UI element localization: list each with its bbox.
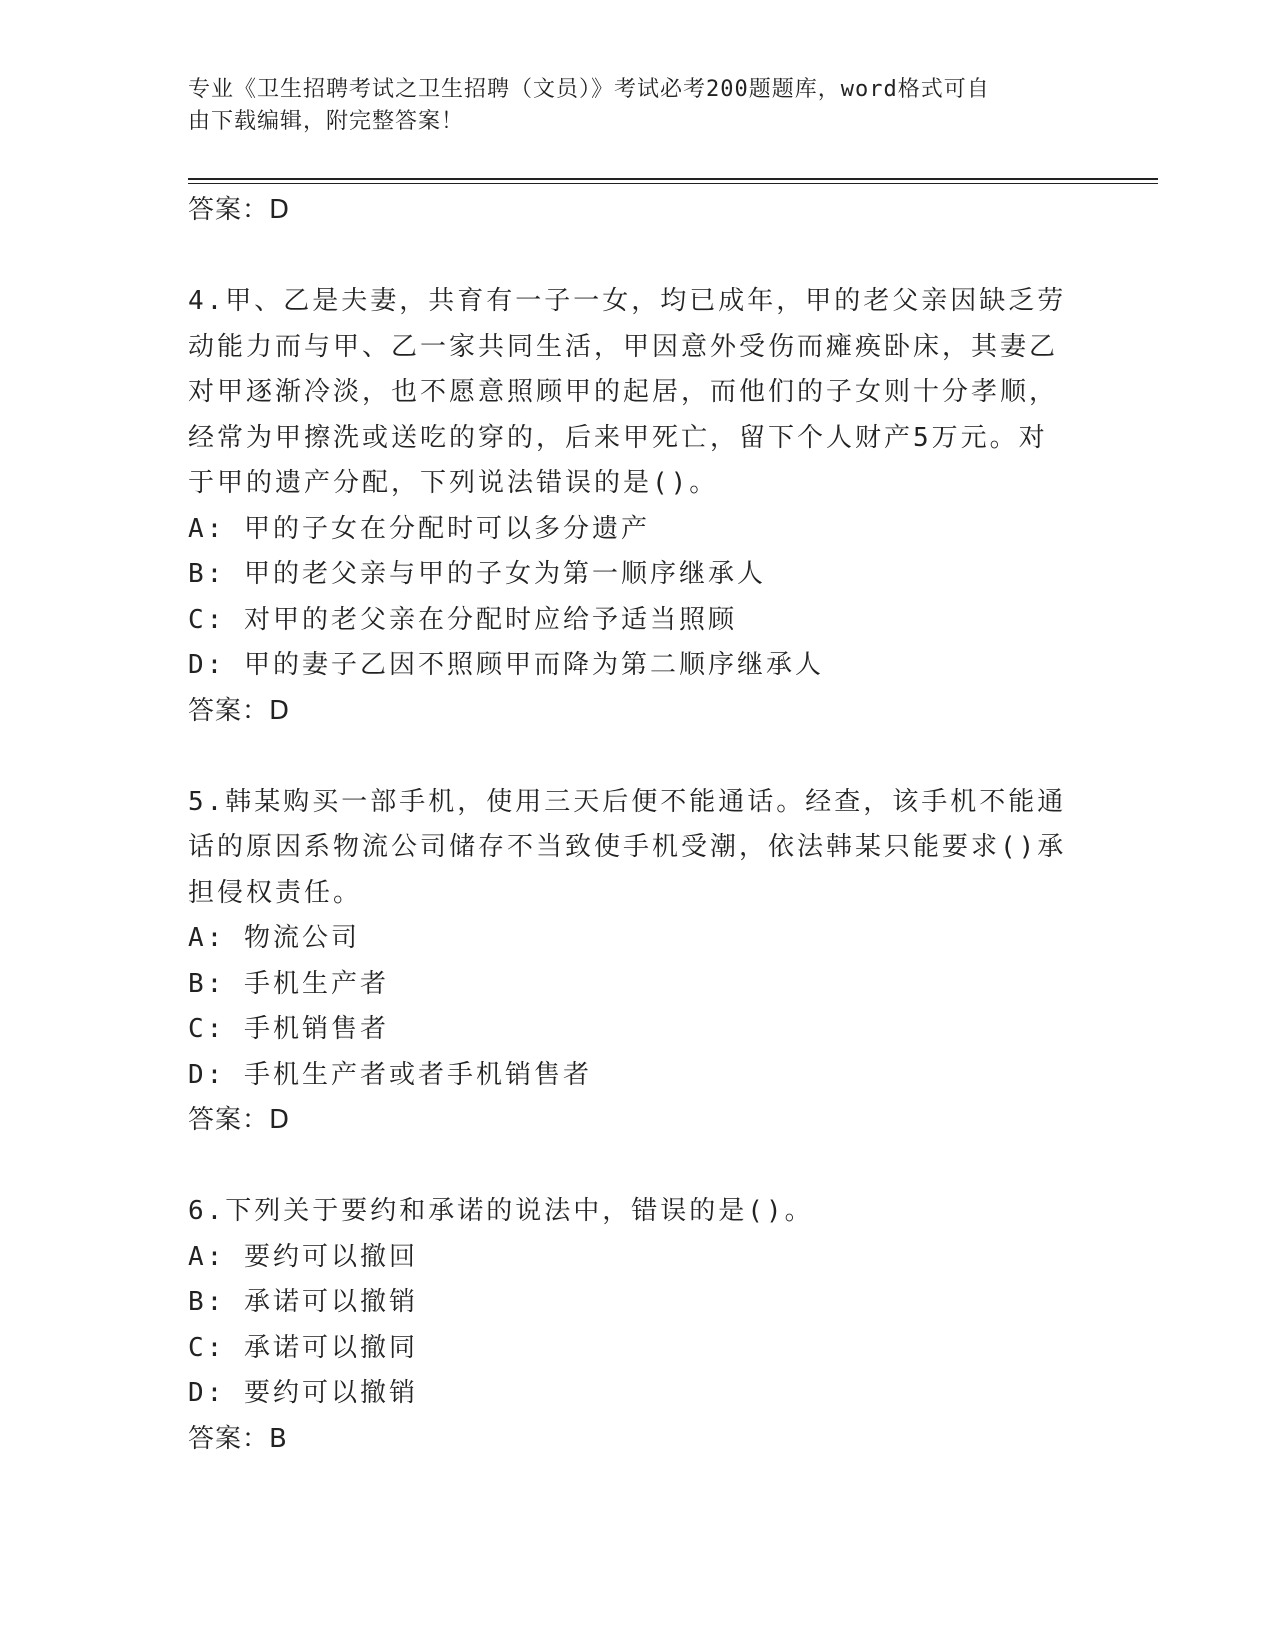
question-list (188, 188, 1068, 1462)
question-stem-line: 对甲逐渐冷淡，也不愿意照顾甲的起居，而他们的子女则十分孝顺， (188, 377, 1059, 407)
question-stem-line: 经常为甲擦洗或送吃的穿的，后来甲死亡，留下个人财产5万元。对 (188, 422, 1048, 453)
header-divider-thin (188, 183, 1158, 184)
option-c: C: 对甲的老父亲在分配时应给予适当照顾 (188, 604, 737, 635)
option-b: B: 承诺可以撤销 (188, 1287, 418, 1317)
header-line: 由下载编辑，附完整答案！ (188, 109, 465, 134)
header-line: 专业《卫生招聘考试之卫生招聘（文员）》考试必考200题题库，word格式可自 (188, 77, 990, 102)
document-header (188, 74, 1068, 138)
option-d: D: 手机生产者或者手机销售者 (188, 1059, 592, 1090)
question-stem-line: 担侵权责任。 (188, 877, 363, 908)
answer-line: 答案：D (188, 695, 291, 726)
option-a: A: 物流公司 (188, 923, 360, 953)
option-c: C: 承诺可以撤同 (188, 1332, 418, 1363)
option-d: D: 甲的妻子乙因不照顾甲而降为第二顺序继承人 (188, 650, 824, 680)
previous-answer: 答案：D (188, 195, 291, 225)
question-stem-line: 话的原因系物流公司储存不当致使手机受潮，依法韩某只能要求()承 (188, 832, 1067, 862)
option-b: B: 甲的老父亲与甲的子女为第一顺序继承人 (188, 559, 766, 589)
option-b: B: 手机生产者 (188, 968, 389, 999)
option-a: A: 甲的子女在分配时可以多分遗产 (188, 513, 650, 544)
option-d: D: 要约可以撤销 (188, 1378, 418, 1408)
question-stem-line: 6.下列关于要约和承诺的说法中，错误的是()。 (188, 1196, 814, 1226)
option-c: C: 手机销售者 (188, 1014, 389, 1044)
header-divider-thick (188, 178, 1158, 180)
question-stem-line: 4.甲、乙是夫妻，共育有一子一女，均已成年，甲的老父亲因缺乏劳 (188, 286, 1067, 316)
question-block (188, 279, 1068, 734)
question-stem-line: 于甲的遗产分配，下列说法错误的是()。 (188, 468, 719, 498)
question-block (188, 780, 1068, 1144)
spacer (188, 234, 1068, 280)
question-stem-line: 动能力而与甲、乙一家共同生活，甲因意外受伤而瘫痪卧床，其妻乙 (188, 331, 1059, 362)
option-a: A: 要约可以撤回 (188, 1241, 418, 1272)
question-stem-line: 5.韩某购买一部手机，使用三天后便不能通话。经查，该手机不能通 (188, 786, 1067, 817)
answer-line: 答案：D (188, 1105, 291, 1135)
spacer (188, 1144, 1068, 1190)
question-block (188, 1189, 1068, 1462)
spacer (188, 734, 1068, 780)
answer-line: 答案：B (188, 1423, 288, 1454)
